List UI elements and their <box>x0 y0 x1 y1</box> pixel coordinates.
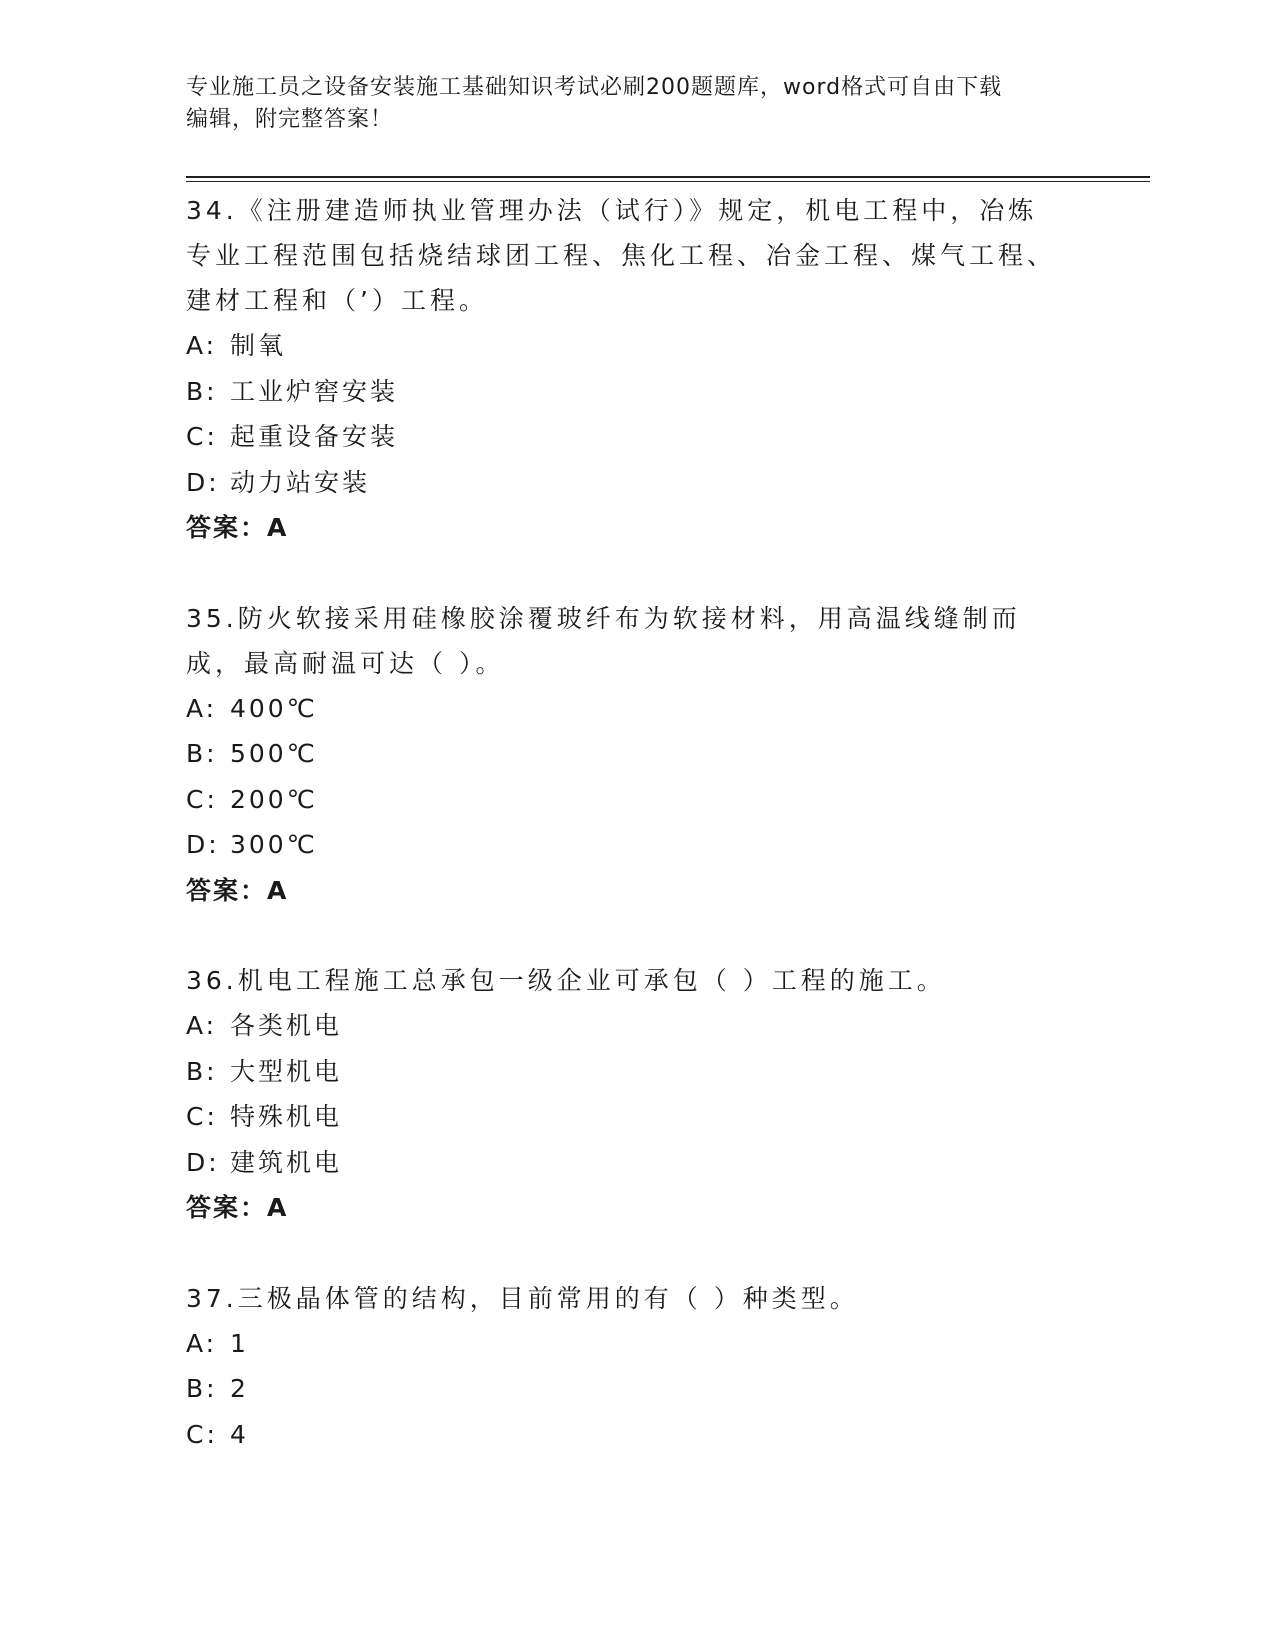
option-text: 建筑机电 <box>230 1147 343 1177</box>
question-34 <box>186 188 1086 551</box>
option-a <box>186 686 1086 732</box>
option-d <box>186 460 1086 506</box>
option-text: 4 <box>230 1419 249 1449</box>
option-c <box>186 1412 1086 1458</box>
option-key: C: <box>186 422 218 451</box>
option-text: 特殊机电 <box>230 1102 343 1131</box>
option-text: 200℃ <box>230 784 318 814</box>
option-key: C: <box>186 784 218 814</box>
header-line-2: 编辑，附完整答案！ <box>186 107 394 132</box>
option-key: B: <box>186 376 218 406</box>
question-36 <box>186 958 1086 1231</box>
option-text: 1 <box>230 1328 249 1358</box>
option-key: D: <box>186 1147 220 1177</box>
option-text: 制氧 <box>230 331 287 360</box>
option-key: A: <box>186 1328 218 1358</box>
option-key: D: <box>186 830 220 859</box>
option-b <box>186 1049 1086 1095</box>
question-37 <box>186 1276 1086 1458</box>
option-b <box>186 1366 1086 1412</box>
option-c <box>186 414 1086 460</box>
header-line-1: 专业施工员之设备安装施工基础知识考试必刷200题题库，word格式可自由下载 <box>186 75 1003 100</box>
option-text: 400℃ <box>230 693 318 723</box>
option-text: 2 <box>230 1374 249 1403</box>
spacer <box>186 1231 1086 1276</box>
option-a <box>186 323 1086 369</box>
option-key: C: <box>186 1419 218 1449</box>
question-stem: 35.防火软接采用硅橡胶涂覆玻纤布为软接材料，用高温线缝制而成，最高耐温可达（ ）。 <box>186 603 1021 678</box>
question-stem: 34.《注册建造师执业管理办法（试行）》规定，机电工程中，冶炼专业工程范围包括烧结球团工程、焦化工程、冶金工程、煤气工程、建材工程和（’）工程。 <box>186 196 1057 315</box>
option-a <box>186 1321 1086 1367</box>
spacer <box>186 551 1086 596</box>
option-key: D: <box>186 467 220 497</box>
option-text: 300℃ <box>230 830 318 859</box>
option-key: C: <box>186 1102 218 1131</box>
option-d <box>186 822 1086 868</box>
option-text: 动力站安装 <box>230 467 371 497</box>
option-d <box>186 1140 1086 1186</box>
option-text: 起重设备安装 <box>230 422 399 451</box>
question-35 <box>186 596 1086 914</box>
option-text: 500℃ <box>230 739 318 768</box>
option-c <box>186 1094 1086 1140</box>
document-header <box>186 72 1066 136</box>
option-key: A: <box>186 331 218 360</box>
question-list <box>186 188 1086 1457</box>
header-divider-thick <box>186 176 1150 178</box>
answer-line: 答案：A <box>186 875 289 905</box>
option-key: B: <box>186 739 218 768</box>
option-text: 工业炉窖安装 <box>230 376 399 406</box>
question-stem: 37.三极晶体管的结构，目前常用的有（ ）种类型。 <box>186 1283 859 1313</box>
option-b <box>186 731 1086 777</box>
option-key: B: <box>186 1374 218 1403</box>
spacer <box>186 913 1086 958</box>
option-key: A: <box>186 1011 218 1040</box>
option-key: B: <box>186 1056 218 1086</box>
question-stem: 36.机电工程施工总承包一级企业可承包（ ）工程的施工。 <box>186 966 946 995</box>
option-a <box>186 1003 1086 1049</box>
option-c <box>186 777 1086 823</box>
option-key: A: <box>186 693 218 723</box>
answer-line: 答案：A <box>186 1193 289 1222</box>
option-text: 各类机电 <box>230 1011 343 1040</box>
option-text: 大型机电 <box>230 1056 343 1086</box>
option-b <box>186 369 1086 415</box>
header-divider-thin <box>186 181 1150 182</box>
answer-line: 答案：A <box>186 513 289 542</box>
